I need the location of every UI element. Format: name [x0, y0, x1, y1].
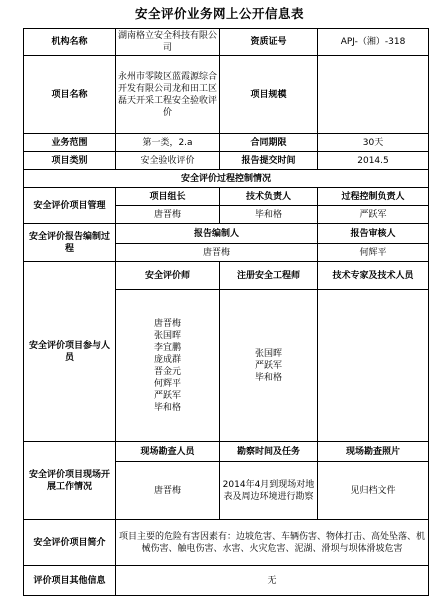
- evaluator-name: 何辉平: [153, 378, 181, 389]
- project-value: 永州市零陵区蓝霞源综合开发有限公司龙和田工区磊天开采工程安全验收评价: [116, 56, 220, 134]
- engineer-header: 注册安全工程师: [220, 262, 318, 290]
- evaluator-name: 严跃军: [153, 390, 181, 401]
- mgmt-tech-header: 技术负责人: [220, 188, 318, 206]
- evaluator-name: 晋金元: [153, 366, 181, 377]
- mgmt-tech-value: 毕和格: [220, 206, 318, 224]
- mgmt-control-value: 严跃军: [318, 206, 429, 224]
- evaluator-list-cell: [116, 290, 220, 442]
- evaluator-name: 李宜鹏: [153, 342, 181, 353]
- project-row: [24, 56, 429, 134]
- report-time-label: 报告提交时间: [220, 152, 318, 170]
- evaluator-name: 唐晋梅: [153, 318, 181, 329]
- summary-row: [24, 520, 429, 566]
- report-writer-header: 报告编制人: [116, 224, 318, 244]
- site-staff-header: 现场勘查人员: [116, 442, 220, 462]
- evaluator-name: 庞成群: [153, 354, 181, 365]
- site-photo-header: 现场勘查照片: [318, 442, 429, 462]
- site-time-header: 勘察时间及任务: [220, 442, 318, 462]
- evaluator-header: 安全评价师: [116, 262, 220, 290]
- site-label: 安全评价项目现场开展工作情况: [24, 442, 116, 520]
- project-label: 项目名称: [24, 56, 116, 134]
- scope-value: 第一类，2.a: [116, 134, 220, 152]
- other-row: [24, 566, 429, 596]
- site-time-value: 2014年4月到现场对地表及周边环境进行勘察: [220, 462, 318, 520]
- scope-label: 业务范围: [24, 134, 116, 152]
- evaluator-name: 张国晖: [153, 330, 181, 341]
- mgmt-label: 安全评价项目管理: [24, 188, 116, 224]
- scale-value: [318, 56, 429, 134]
- site-photo-value: 见归档文件: [318, 462, 429, 520]
- engineer-name: 严跃军: [254, 360, 282, 371]
- report-time-value: 2014.5: [318, 152, 429, 170]
- site-staff-value: 唐晋梅: [116, 462, 220, 520]
- scope-row: [24, 134, 429, 152]
- summary-label: 安全评价项目简介: [24, 520, 116, 566]
- other-label: 评价项目其他信息: [24, 566, 116, 596]
- participants-label: 安全评价项目参与人员: [24, 262, 116, 442]
- process-title: 安全评价过程控制情况: [24, 170, 429, 188]
- report-header-row: [24, 224, 429, 244]
- mgmt-header-row: [24, 188, 429, 206]
- mgmt-leader-header: 项目组长: [116, 188, 220, 206]
- org-label: 机构名称: [24, 29, 116, 56]
- expert-list-cell: [318, 290, 429, 442]
- report-reviewer-header: 报告审核人: [318, 224, 429, 244]
- engineer-list-cell: [220, 290, 318, 442]
- scale-label: 项目规模: [220, 56, 318, 134]
- engineer-list: [222, 348, 315, 384]
- cert-value: APJ-（湘）-318: [318, 29, 429, 56]
- participants-header-row: [24, 262, 429, 290]
- type-label: 项目类别: [24, 152, 116, 170]
- period-label: 合同期限: [220, 134, 318, 152]
- mgmt-control-header: 过程控制负责人: [318, 188, 429, 206]
- report-reviewer-value: 何辉平: [318, 244, 429, 262]
- evaluator-name: 毕和格: [153, 402, 181, 413]
- evaluator-list: [118, 318, 217, 414]
- engineer-name: 毕和格: [254, 372, 282, 383]
- org-value: 湖南格立安全科技有限公司: [116, 29, 220, 56]
- page-title: 安全评价业务网上公开信息表: [134, 6, 304, 21]
- type-row: [24, 152, 429, 170]
- period-value: 30天: [318, 134, 429, 152]
- expert-header: 技术专家及技术人员: [318, 262, 429, 290]
- report-writer-value: 唐晋梅: [116, 244, 318, 262]
- engineer-name: 张国晖: [254, 348, 282, 359]
- report-label: 安全评价报告编制过程: [24, 224, 116, 262]
- process-title-row: [24, 170, 429, 188]
- org-row: [24, 29, 429, 56]
- other-value: 无: [116, 566, 429, 596]
- mgmt-leader-value: 唐晋梅: [116, 206, 220, 224]
- site-header-row: [24, 442, 429, 462]
- type-value: 安全验收评价: [116, 152, 220, 170]
- summary-value: 项目主要的危险有害因素有：边坡危害、车辆伤害、物体打击、高处坠落、机械伤害、触电伤害、水害、火灾危害、泥湖、滑坝与坝体滑坡危害: [116, 520, 429, 566]
- info-table: [23, 28, 429, 596]
- cert-label: 资质证号: [220, 29, 318, 56]
